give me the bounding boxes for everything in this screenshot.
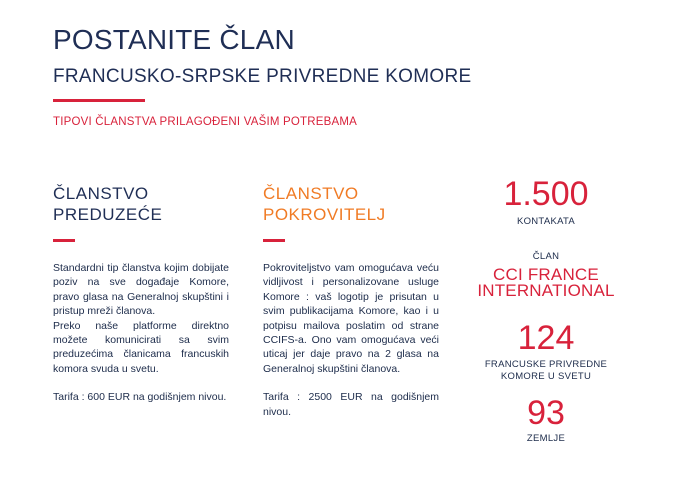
membership-company-heading-line2: PREDUZEĆE: [53, 205, 163, 224]
membership-sponsor-body: [263, 261, 439, 419]
membership-sponsor-heading: [263, 183, 439, 225]
chambers-number: 124: [517, 319, 575, 357]
chambers-label-line2: KOMORE U SVETU: [500, 371, 592, 382]
membership-company-tariff: Tarifa : 600 EUR na godišnjem nivou.: [53, 391, 227, 404]
membership-company-para1: Standardni tip članstva kojim dobijate poziv na sve događaje Komore, pravo glasa na Generalnoj skupštini i pristup mreži članova.: [53, 262, 229, 318]
membership-sponsor-heading-line2: POKROVITELJ: [263, 205, 386, 224]
membership-company-section: [53, 183, 229, 405]
chambers-label-line1: FRANCUSKE PRIVREDNE: [484, 359, 608, 370]
membership-sponsor-divider: [263, 239, 285, 242]
membership-company-heading: [53, 183, 229, 225]
network-name-line1: CCI FRANCE: [493, 265, 599, 284]
countries-number: 93: [527, 394, 565, 432]
membership-company-divider: [53, 239, 75, 242]
contacts-label: KONTAKATA: [516, 216, 576, 227]
tagline: TIPOVI ČLANSTVA PRILAGOĐENI VAŠIM POTREBAMA: [53, 116, 358, 128]
page-title: POSTANITE ČLAN: [53, 24, 295, 55]
countries-label: ZEMLJE: [526, 433, 566, 444]
membership-sponsor-section: [263, 183, 439, 419]
membership-sponsor-heading-line1: ČLANSTVO: [263, 184, 359, 203]
membership-company-para2: Preko naše platforme direktno možete komunicirati sa svim preduzećima članicama francuskih komora svuda u svetu.: [53, 319, 229, 375]
contacts-number: 1.500: [503, 175, 589, 213]
membership-sponsor-tariff: Tarifa : 2500 EUR na godišnjem nivou.: [263, 391, 439, 418]
member-label: ČLAN: [532, 251, 560, 262]
stats-column: [463, 176, 629, 445]
title-divider: [53, 99, 145, 102]
membership-company-body: [53, 261, 229, 405]
network-name-line2: INTERNATIONAL: [477, 281, 615, 300]
membership-sponsor-para1: Pokroviteljstvo vam omogućava veću vidljivost i personalizovane usluge Komore : vaš logotip je prisutan u svim publikacijama Komore, kao i u potpisu mailova poslatim od strane CCIFS-a. Ono vam omogućava veći uticaj jer daje pravo na 2 glasa na Generalnoj skupštini članova.: [263, 262, 439, 375]
page-subtitle: FRANCUSKO-SRPSKE PRIVREDNE KOMORE: [53, 66, 472, 87]
membership-company-heading-line1: ČLANSTVO: [53, 184, 149, 203]
